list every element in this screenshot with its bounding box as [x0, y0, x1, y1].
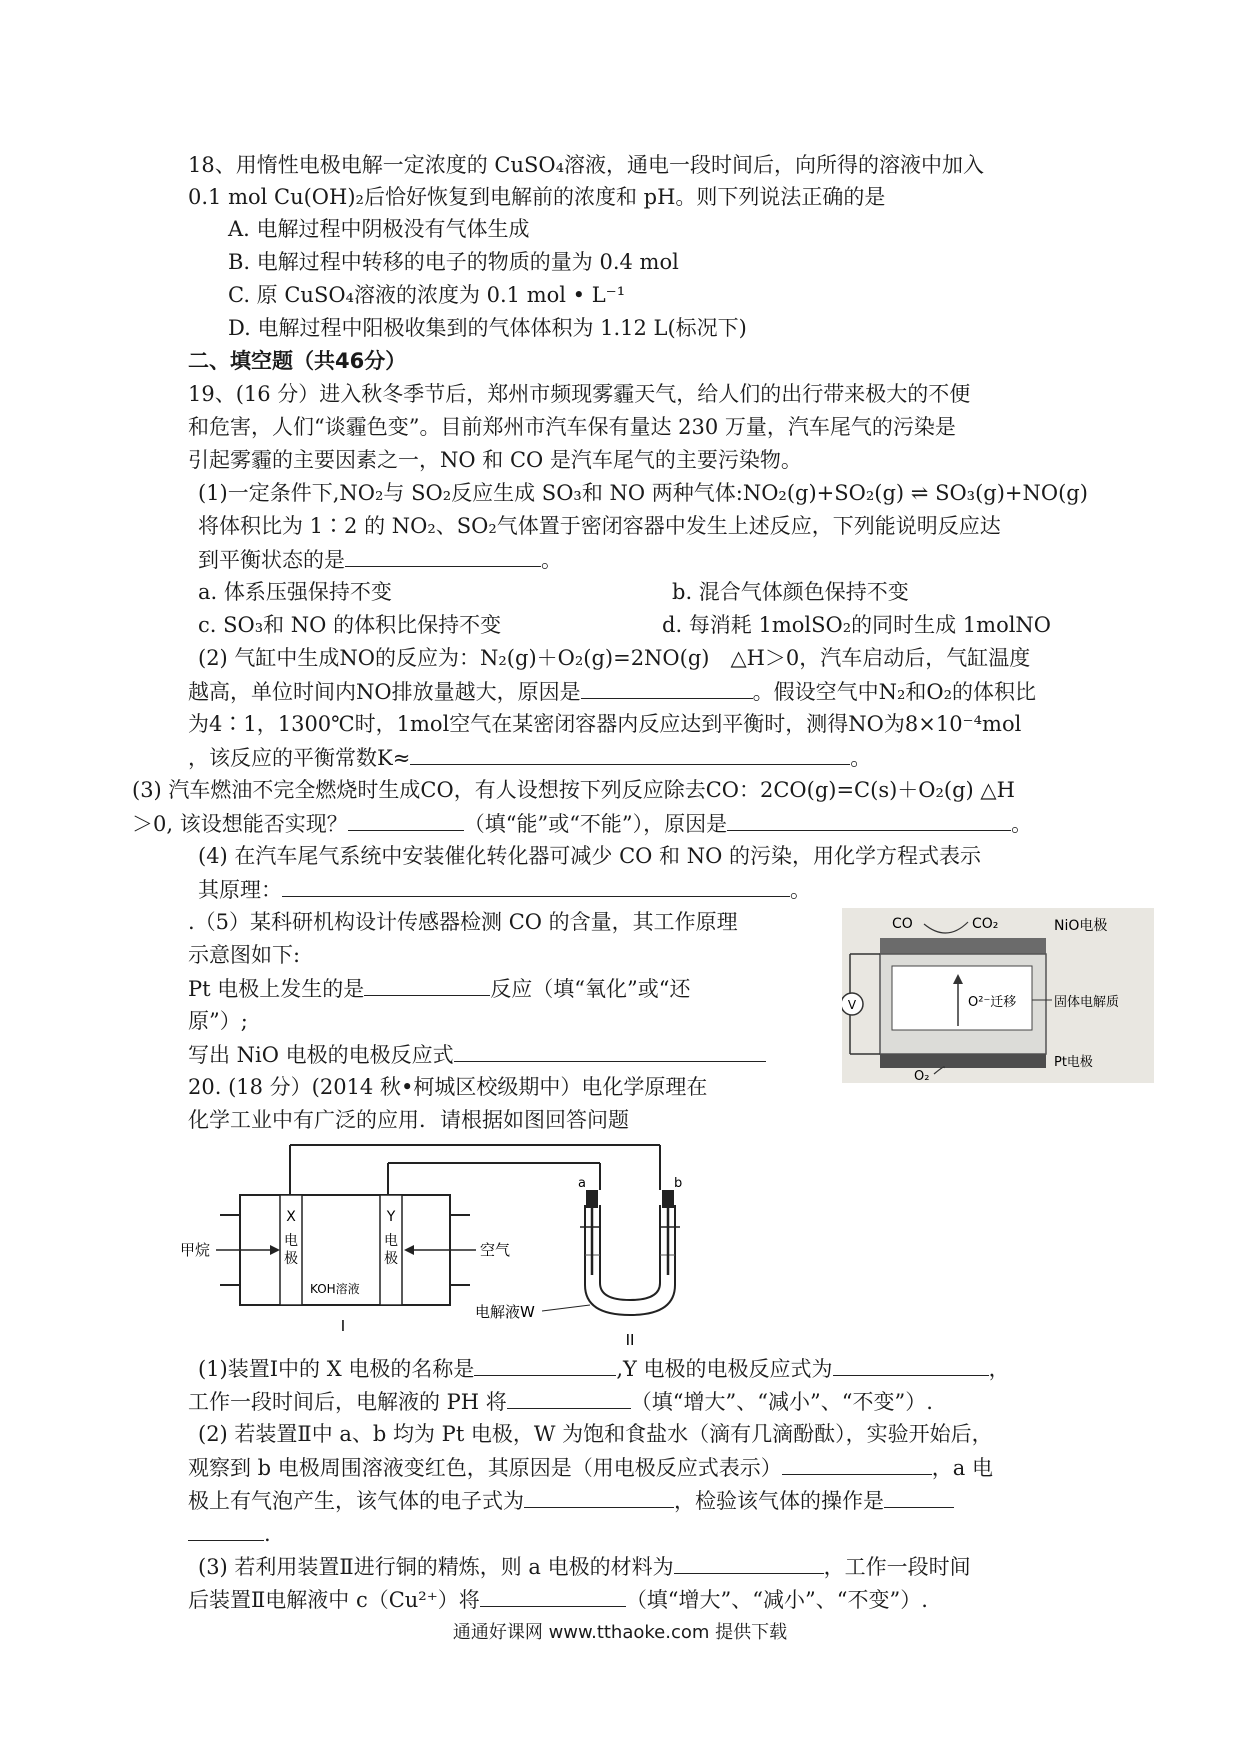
co-label: CO — [892, 916, 913, 932]
q19-part5-line2: 示意图如下: — [188, 943, 301, 967]
q19-part1-text: 到平衡状态的是 — [198, 548, 345, 572]
methane-label: 甲烷 — [180, 1241, 211, 1259]
q20-part2-line1: (2) 若装置Ⅱ中 a、b 均为 Pt 电极，W 为饱和食盐水（滴有几滴酚酞），实验开始后， — [198, 1422, 993, 1446]
air-label: 空气 — [480, 1241, 511, 1259]
q19-part2-line1: (2) 气缸中生成NO的反应为：N₂(g)＋O₂(g)=2NO(g) △H＞0，汽车启动后，气缸温度 — [198, 646, 1031, 670]
nio-label: NiO电极 — [1054, 918, 1108, 934]
q20-part3-text: (3) 若利用装置Ⅱ进行铜的精炼，则 a 电极的材料为 — [198, 1555, 674, 1579]
co2-label: CO₂ — [972, 916, 999, 932]
q19-part5-text3: 写出 NiO 电极的电极反应式 — [188, 1043, 454, 1067]
q18-option-a: A. 电解过程中阴极没有气体生成 — [228, 217, 530, 241]
answer-blank[interactable] — [410, 742, 850, 765]
page-footer: 通通好课网 www.tthaoke.com 提供下载 — [452, 1622, 788, 1643]
q19-part4-line1: (4) 在汽车尾气系统中安装催化转化器可减少 CO 和 NO 的污染，用化学方程式表示 — [198, 844, 981, 868]
answer-blank[interactable] — [454, 1039, 766, 1062]
q18-stem-line2: 0.1 mol Cu(OH)₂后恰好恢复到电解前的浓度和 pH。则下列说法正确的是 — [188, 185, 886, 209]
q20-part2-text4: ，检验该气体的操作是 — [674, 1489, 884, 1513]
q20-stem-line2: 化学工业中有广泛的应用．请根据如图回答问题 — [188, 1108, 629, 1132]
section-heading: 二、填空题（共46分） — [188, 349, 407, 373]
q19-part4-line2 — [198, 874, 811, 905]
q19-part2-text: 越高，单位时间内NO排放量越大，原因是 — [188, 680, 581, 704]
left-arrow-icon — [404, 1245, 414, 1255]
q19-part1-line3 — [198, 544, 562, 575]
q20-part2-text3: 极上有气泡产生，该气体的电子式为 — [188, 1489, 524, 1513]
q20-part2-end: . — [264, 1522, 271, 1546]
electrode-a-label: a — [578, 1176, 586, 1191]
q19-part5-text: Pt 电极上发生的是 — [188, 977, 365, 1001]
q20-part2-line2 — [188, 1452, 993, 1483]
pt-label: Pt电极 — [1054, 1055, 1093, 1070]
q18-stem-line1: 18、用惰性电极电解一定浓度的 CuSO₄溶液，通电一段时间后，向所得的溶液中加入 — [188, 153, 985, 177]
electrolyte-label: 固体电解质 — [1054, 995, 1120, 1010]
q19-stem-line1: 19、(16 分）进入秋冬季节后，郑州市频现雾霾天气，给人们的出行带来极大的不便 — [188, 382, 971, 406]
q20-part2-line4 — [188, 1518, 271, 1549]
answer-blank[interactable] — [782, 1452, 932, 1475]
q19-part2-end: 。 — [850, 746, 872, 770]
answer-blank[interactable] — [474, 1353, 616, 1376]
x-electrode-label: X — [286, 1209, 296, 1225]
q20-part3-line1 — [198, 1551, 971, 1582]
q19-part5-text2: 反应（填“氧化”或“还 — [490, 977, 691, 1001]
q20-part2-line3 — [188, 1485, 954, 1516]
q19-option-c: c. SO₃和 NO 的体积比保持不变 — [198, 613, 502, 637]
q19-part3-text: ＞0, 该设想能否实现？ — [132, 812, 348, 836]
q20-part3-text2: ，工作一段时间 — [823, 1555, 971, 1579]
q19-option-a: a. 体系压强保持不变 — [198, 580, 392, 604]
nio-electrode — [880, 938, 1046, 954]
migration-label: O²⁻迁移 — [968, 995, 1017, 1010]
q18-option-c: C. 原 CuSO₄溶液的浓度为 0.1 mol • L⁻¹ — [228, 283, 626, 307]
right-arrow-icon — [270, 1245, 280, 1255]
electrode-b-label: b — [674, 1176, 683, 1191]
answer-blank[interactable] — [480, 1584, 626, 1607]
q19-part2-line4 — [188, 742, 871, 773]
q18-option-b: B. 电解过程中转移的电子的物质的量为 0.4 mol — [228, 250, 679, 274]
q20-part1-text: (1)装置Ⅰ中的 X 电极的名称是 — [198, 1357, 475, 1381]
co-sensor-diagram — [842, 908, 1154, 1083]
answer-blank[interactable] — [674, 1551, 824, 1574]
answer-blank[interactable] — [884, 1485, 954, 1508]
q20-part1-text3: 工作一段时间后，电解液的 PH 将 — [188, 1390, 507, 1414]
answer-blank[interactable] — [507, 1386, 631, 1409]
q19-part1-end: 。 — [541, 548, 562, 572]
q19-part1-line2: 将体积比为 1∶2 的 NO₂、SO₂气体置于密闭容器中发生上述反应，下列能说明反应达 — [198, 514, 1001, 538]
device-i-label: I — [340, 1317, 346, 1335]
q20-part1-line2 — [188, 1386, 933, 1417]
q20-part1-line1 — [198, 1353, 1010, 1384]
q19-part5-line4: 原”）; — [188, 1009, 248, 1033]
y-electrode-char1: 电 — [384, 1233, 398, 1249]
q19-part2-line3: 为4∶1，1300℃时，1mol空气在某密闭容器内反应达到平衡时，测得NO为8×10⁻⁴mol — [188, 712, 1022, 736]
answer-blank[interactable] — [348, 808, 464, 831]
q19-part3-line2 — [132, 808, 1032, 839]
q19-part3-text2: （填“能”或“不能”），原因是 — [463, 812, 728, 836]
x-electrode-char1: 电 — [284, 1233, 298, 1249]
o2-label: O₂ — [914, 1069, 930, 1083]
q20-part1-text4: （填“增大”、“减小”、“不变”）. — [630, 1390, 933, 1414]
q19-part5-line5 — [188, 1039, 766, 1070]
answer-blank[interactable] — [364, 973, 490, 996]
q19-part5-line3 — [188, 973, 690, 1004]
x-electrode-char2: 极 — [284, 1251, 298, 1267]
device-ii-label: II — [625, 1331, 635, 1345]
answer-blank[interactable] — [345, 544, 541, 567]
pt-electrode — [880, 1054, 1046, 1068]
q20-part2-text: 观察到 b 电极周围溶液变红色，其原因是（用电极反应式表示） — [188, 1456, 782, 1480]
q20-part3-line2 — [188, 1584, 928, 1615]
q19-part4-end: 。 — [790, 878, 811, 902]
y-electrode-char2: 极 — [384, 1251, 398, 1267]
q19-option-b: b. 混合气体颜色保持不变 — [672, 580, 909, 604]
q19-part2-text3: ，该反应的平衡常数K≈ — [188, 746, 411, 770]
q19-part1-line1: (1)一定条件下,NO₂与 SO₂反应生成 SO₃和 NO 两种气体:NO₂(g)+SO₂(g) ⇌ SO₃(g)+NO(g) — [198, 481, 1088, 505]
q19-part4-text: 其原理： — [198, 878, 282, 902]
q20-part3-text3: 后装置Ⅱ电解液中 c（Cu²⁺）将 — [188, 1588, 480, 1612]
answer-blank[interactable] — [833, 1353, 989, 1376]
q20-part3-text4: （填“增大”、“减小”、“不变”）. — [625, 1588, 928, 1612]
answer-blank[interactable] — [581, 676, 753, 699]
q19-part3-end: 。 — [1011, 812, 1033, 836]
q19-option-d: d. 每消耗 1molSO₂的同时生成 1molNO — [662, 613, 1052, 637]
answer-blank[interactable] — [188, 1518, 264, 1541]
answer-blank[interactable] — [282, 874, 790, 897]
y-electrode-label: Y — [386, 1209, 396, 1225]
q19-part3-line1: (3) 汽车燃油不完全燃烧时生成CO，有人设想按下列反应除去CO：2CO(g)=C(s)＋O₂(g) △H — [132, 778, 1015, 802]
answer-blank[interactable] — [727, 808, 1011, 831]
u-tube — [585, 1205, 675, 1315]
q20-part1-end: ， — [988, 1357, 1010, 1381]
koh-label: KOH溶液 — [310, 1282, 360, 1296]
q18-option-d: D. 电解过程中阳极收集到的气体体积为 1.12 L(标况下) — [228, 316, 747, 340]
q19-stem-line3: 引起雾霾的主要因素之一，NO 和 CO 是汽车尾气的主要污染物。 — [188, 448, 802, 472]
q19-part2-line2 — [188, 676, 1036, 707]
voltmeter-label: V — [847, 998, 857, 1012]
q19-part5-line1: .（5）某科研机构设计传感器检测 CO 的含量，其工作原理 — [188, 910, 738, 934]
q19-part2-text2: 。假设空气中N₂和O₂的体积比 — [752, 680, 1037, 704]
electrolyte-w-label: 电解液W — [475, 1303, 535, 1321]
q19-stem-line2: 和危害，人们“谈霾色变”。目前郑州市汽车保有量达 230 万量，汽车尾气的污染是 — [188, 415, 956, 439]
electrochemistry-apparatus-diagram — [180, 1135, 740, 1345]
q20-stem-line1: 20. (18 分）(2014 秋•柯城区校级期中）电化学原理在 — [188, 1075, 708, 1099]
q20-part1-text2: ,Y 电极的电极反应式为 — [616, 1357, 833, 1381]
answer-blank[interactable] — [524, 1485, 674, 1508]
q20-part2-text2: ，a 电 — [931, 1456, 993, 1480]
